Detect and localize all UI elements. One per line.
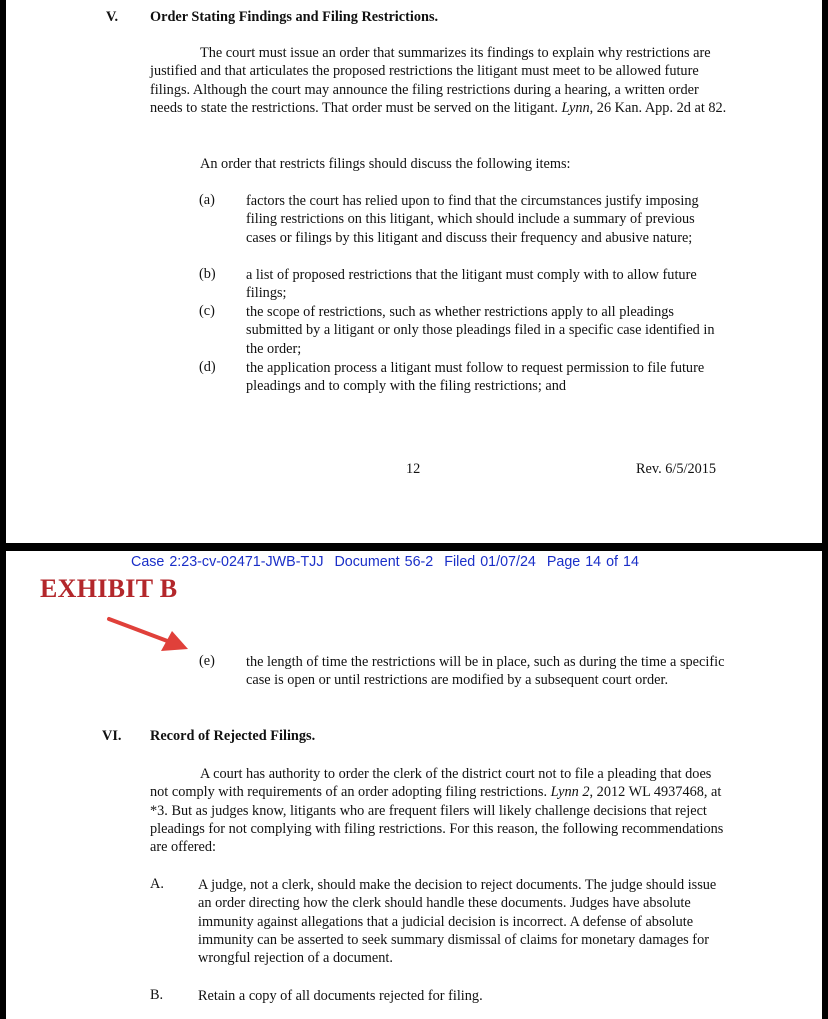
- case-citation: Lynn 2: [550, 784, 590, 801]
- document-page-12: [6, 0, 822, 543]
- case-number: Case 2:23-cv-02471-JWB-TJJ: [131, 554, 324, 570]
- list-item-label: (a): [199, 192, 215, 208]
- list-item-text: factors the court has relied upon to find that the circumstances justify imposing filing restrictions on this litigant, which should include a summary of previous cases or filings by this litigant and discuss their frequency and abusive nature;: [246, 193, 699, 246]
- list-item-label: A.: [150, 876, 164, 892]
- list-item-label: (c): [199, 303, 215, 319]
- list-item-label: (d): [199, 359, 216, 375]
- page-count: Page 14 of 14: [546, 554, 639, 570]
- list-item-text: the application process a litigant must follow to request permission to file future pleadings and to comply with the filing restrictions; and: [246, 360, 705, 395]
- list-item-label: B.: [150, 987, 164, 1003]
- list-item-text: A judge, not a clerk, should make the decision to reject documents. The judge should issue an order directing how the clerk should handle these documents. Judges have absolute immunity against allegations that a judicial decision is incorrect. A defense of absolute immunity can be asserted to seek summary dismissal of claims for monetary damages for wrongful rejection of a document.: [198, 877, 717, 967]
- revision-date: Rev. 6/5/2015: [636, 461, 717, 477]
- document-page-14: [6, 551, 822, 1019]
- paragraph-text: A court has authority to order the clerk of the district court not to file a pleading that does not comply with requirements of an order adopting filing restrictions.: [150, 766, 712, 801]
- paragraph: An order that restricts filings should discuss the following items:: [200, 156, 571, 172]
- filed-date: Filed 01/07/24: [444, 554, 536, 570]
- case-header: [131, 554, 650, 570]
- list-item-label: (b): [199, 266, 216, 282]
- list-item-text: the scope of restrictions, such as whether restrictions apply to all pleadings submitted by a litigant or only those pleadings filed in a specific case identified in the order;: [246, 304, 715, 357]
- arrow-icon: [106, 611, 206, 661]
- paragraph-text: , 2012 WL 4937468, at *3. But as judges know, litigants who are frequent filers will likely challenge decisions that reject pleadings for not complying with filing restrictions. For this reason, the following recommendations are offered:: [150, 784, 724, 856]
- citation-detail: , 26 Kan. App. 2d at 82.: [589, 99, 727, 116]
- case-citation: Lynn: [561, 99, 590, 116]
- list-item-label: (e): [199, 653, 215, 669]
- section-number: V.: [106, 9, 119, 25]
- exhibit-label: EXHIBIT B: [40, 574, 178, 603]
- section-number: VI.: [102, 728, 122, 744]
- paragraph: [150, 765, 724, 856]
- list-item-text: Retain a copy of all documents rejected for filing.: [198, 988, 483, 1004]
- section-title: Order Stating Findings and Filing Restrictions.: [150, 9, 439, 25]
- paragraph-text: The court must issue an order that summarizes its findings to explain why restrictions are justified and that articulates the proposed restrictions the litigant must meet to be allowed future filings. Although the court may announce the filing restrictions during a hearing, a written order needs to state the restrictions. That order must be served on the litigant.: [150, 45, 711, 116]
- section-title: Record of Rejected Filings.: [150, 728, 316, 744]
- document-number: Document 56-2: [334, 554, 434, 570]
- list-item-text: a list of proposed restrictions that the litigant must comply with to allow future filings;: [246, 267, 697, 302]
- page-number: 12: [406, 461, 421, 477]
- paragraph: [150, 44, 732, 117]
- list-item-text: the length of time the restrictions will be in place, such as during the time a specific case is open or until restrictions are modified by a subsequent court order.: [246, 654, 725, 689]
